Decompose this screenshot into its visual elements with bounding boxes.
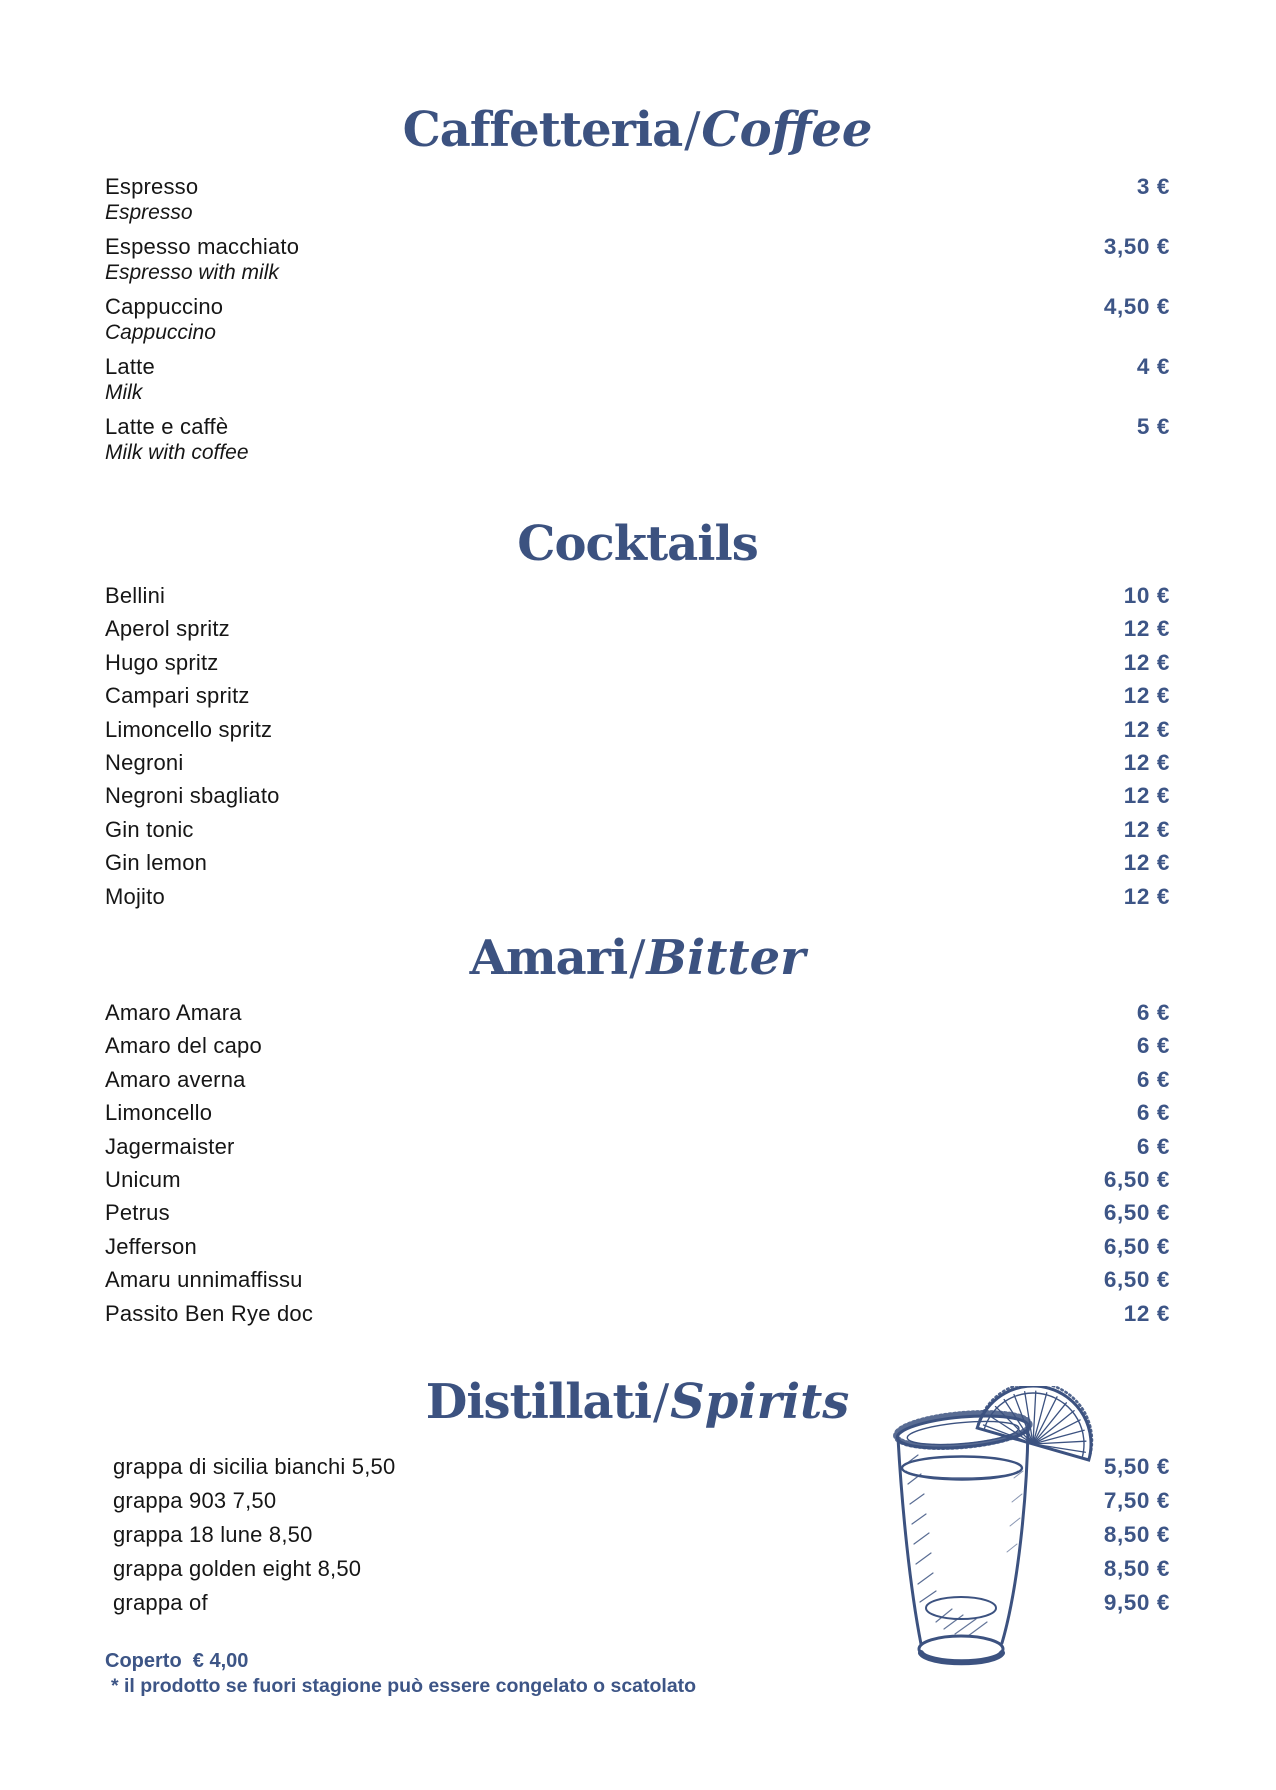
item-name: grappa golden eight 8,50 [113, 1556, 362, 1581]
caffetteria-items [105, 174, 1170, 466]
menu-item-row [105, 1297, 1170, 1330]
item-name: Latte [105, 354, 155, 379]
item-name: grappa di sicilia bianchi 5,50 [113, 1454, 396, 1479]
item-price: 3 € [1136, 174, 1170, 199]
item-price: 8,50 € [1103, 1556, 1170, 1581]
section-title-secondary: Coffee [701, 102, 873, 158]
amari-items [105, 996, 1170, 1330]
item-price: 8,50 € [1103, 1522, 1170, 1547]
menu-item-text [105, 996, 242, 1029]
menu-item-text [105, 1096, 212, 1129]
menu-item-text [105, 1552, 361, 1586]
cocktails-items [105, 579, 1170, 913]
menu-item-text [105, 746, 183, 779]
distillati-items [105, 1450, 1170, 1620]
section-caffetteria [105, 100, 1170, 474]
section-title-primary: Caffetteria [402, 102, 683, 158]
menu-item-text [105, 1130, 235, 1163]
citrus-wedge-icon [977, 1386, 1105, 1460]
item-name: Aperol spritz [105, 616, 230, 642]
item-price: 6 € [1136, 1000, 1170, 1025]
menu-item-row [105, 1029, 1170, 1062]
menu-item-text [105, 713, 272, 746]
item-name: Amaru unnimaffissu [105, 1267, 303, 1293]
item-name: Negroni sbagliato [105, 783, 280, 809]
item-translation: Espresso with milk [105, 261, 279, 284]
menu-item-row [105, 1586, 1170, 1620]
item-name: Passito Ben Rye doc [105, 1300, 314, 1326]
item-name: Jefferson [105, 1233, 197, 1259]
menu-item-row [105, 1263, 1170, 1296]
glass-inner-bottom [926, 1597, 996, 1619]
menu-item-row [105, 746, 1170, 779]
section-title-secondary: Spirits [670, 1374, 850, 1430]
item-name: Espresso [105, 174, 199, 199]
menu-item-row [105, 846, 1170, 879]
item-name: Gin tonic [105, 816, 194, 842]
item-price: 5,50 € [1103, 1454, 1170, 1479]
item-name: Unicum [105, 1167, 181, 1193]
item-price: 12 € [1123, 649, 1170, 675]
menu-item-row [105, 294, 1170, 346]
menu-item-row [105, 679, 1170, 712]
menu-item-text [105, 612, 230, 645]
menu-item-text [105, 1518, 313, 1552]
item-name: Negroni [105, 750, 184, 776]
item-price: 5 € [1136, 414, 1170, 439]
menu-item-text [105, 354, 155, 406]
item-name: Mojito [105, 883, 165, 909]
item-price: 12 € [1123, 616, 1170, 642]
menu-item-text [105, 1263, 303, 1296]
liquid-surface [902, 1457, 1022, 1480]
menu-item-text [105, 1297, 313, 1330]
item-price: 3,50 € [1103, 234, 1170, 259]
section-amari [105, 928, 1170, 1330]
menu-item-text [105, 779, 280, 812]
menu-item-row [105, 813, 1170, 846]
section-title-primary: Distillati [425, 1374, 651, 1430]
item-name: Limoncello spritz [105, 716, 273, 742]
item-name: grappa of [113, 1590, 208, 1615]
menu-item-text [105, 1586, 208, 1620]
item-price: 12 € [1123, 783, 1170, 809]
shot-glass-illustration [876, 1386, 1108, 1678]
section-title-cocktails [105, 514, 1170, 574]
menu-item-row [105, 1518, 1170, 1552]
menu-item-text [105, 174, 198, 226]
item-translation: Espresso [105, 201, 193, 224]
item-price: 6,50 € [1103, 1167, 1170, 1193]
item-price: 12 € [1123, 883, 1170, 909]
menu-item-row [105, 354, 1170, 406]
item-name: Amaro Amara [105, 1000, 242, 1025]
item-price: 6,50 € [1103, 1233, 1170, 1259]
menu-item-text [105, 1029, 262, 1062]
item-name: Gin lemon [105, 850, 208, 876]
section-title-primary: Cocktails [517, 516, 758, 572]
menu-item-row [105, 1163, 1170, 1196]
item-translation: Milk with coffee [105, 441, 249, 464]
section-title-separator: / [629, 930, 645, 986]
menu-item-row [105, 646, 1170, 679]
glass-rim [895, 1408, 1031, 1453]
menu-item-row [105, 1063, 1170, 1096]
item-name: Cappuccino [105, 294, 224, 319]
menu-footer [105, 1650, 696, 1698]
section-title-amari [105, 928, 1170, 988]
item-price: 12 € [1123, 683, 1170, 709]
menu-item-text [105, 1484, 276, 1518]
menu-item-text [105, 414, 249, 466]
section-title-separator: / [652, 1374, 669, 1430]
item-translation: Cappuccino [105, 321, 216, 344]
item-price: 12 € [1123, 850, 1170, 876]
item-price: 12 € [1123, 816, 1170, 842]
item-name: Petrus [105, 1200, 170, 1226]
menu-item-row [105, 612, 1170, 645]
item-price: 4,50 € [1103, 294, 1170, 319]
item-price: 4 € [1136, 354, 1170, 379]
item-translation: Milk [105, 381, 143, 404]
menu-item-text [105, 1063, 246, 1096]
menu-item-text [105, 1230, 197, 1263]
item-price: 6 € [1136, 1100, 1170, 1126]
menu-item-text [105, 846, 207, 879]
menu-item-text [105, 294, 223, 346]
section-title-caffetteria [105, 100, 1170, 160]
section-title-separator: / [684, 102, 700, 158]
item-price: 12 € [1123, 750, 1170, 776]
menu-item-text [105, 1450, 395, 1484]
menu-item-text [105, 880, 165, 913]
item-price: 12 € [1123, 716, 1170, 742]
menu-item-text [105, 679, 250, 712]
menu-item-row [105, 1230, 1170, 1263]
item-price: 9,50 € [1103, 1590, 1170, 1615]
menu-item-text [105, 813, 194, 846]
menu-item-row [105, 1552, 1170, 1586]
menu-item-text [105, 1163, 181, 1196]
menu-item-row [105, 713, 1170, 746]
item-name: Amaro del capo [105, 1033, 262, 1059]
item-name: Hugo spritz [105, 649, 219, 675]
menu-item-row [105, 174, 1170, 226]
section-cocktails [105, 514, 1170, 913]
menu-item-row [105, 1130, 1170, 1163]
menu-item-row [105, 880, 1170, 913]
item-price: 6,50 € [1103, 1200, 1170, 1226]
menu-item-row [105, 996, 1170, 1029]
item-name: Bellini [105, 583, 166, 608]
item-name: Latte e caffè [105, 414, 229, 439]
item-name: Espesso macchiato [105, 234, 300, 259]
menu-item-row [105, 1196, 1170, 1229]
item-price: 12 € [1123, 1300, 1170, 1326]
item-price: 6 € [1136, 1133, 1170, 1159]
menu-item-text [105, 646, 218, 679]
menu-item-text [105, 234, 299, 286]
item-name: Jagermaister [105, 1133, 235, 1159]
seasonal-product-note: * il prodotto se fuori stagione può essere congelato o scatolato [111, 1675, 697, 1697]
menu-item-row [105, 779, 1170, 812]
menu-item-row [105, 579, 1170, 612]
section-title-secondary: Bitter [646, 930, 806, 986]
item-price: 6,50 € [1103, 1267, 1170, 1293]
menu-item-text [105, 1196, 170, 1229]
item-price: 6 € [1136, 1033, 1170, 1059]
menu-item-row [105, 414, 1170, 466]
item-name: Amaro averna [105, 1066, 246, 1092]
item-price: 6 € [1136, 1066, 1170, 1092]
menu-item-row [105, 1484, 1170, 1518]
cover-charge-text: Coperto € 4,00 [105, 1650, 249, 1672]
menu-item-row [105, 234, 1170, 286]
menu-item-text [105, 579, 165, 612]
menu-item-row [105, 1096, 1170, 1129]
item-name: grappa 18 lune 8,50 [113, 1522, 313, 1547]
item-name: Campari spritz [105, 683, 250, 709]
item-name: Limoncello [105, 1100, 213, 1126]
section-title-primary: Amari [469, 930, 628, 986]
menu-item-row [105, 1450, 1170, 1484]
item-name: grappa 903 7,50 [113, 1488, 277, 1513]
item-price: 7,50 € [1103, 1488, 1170, 1513]
item-price: 10 € [1123, 583, 1170, 608]
